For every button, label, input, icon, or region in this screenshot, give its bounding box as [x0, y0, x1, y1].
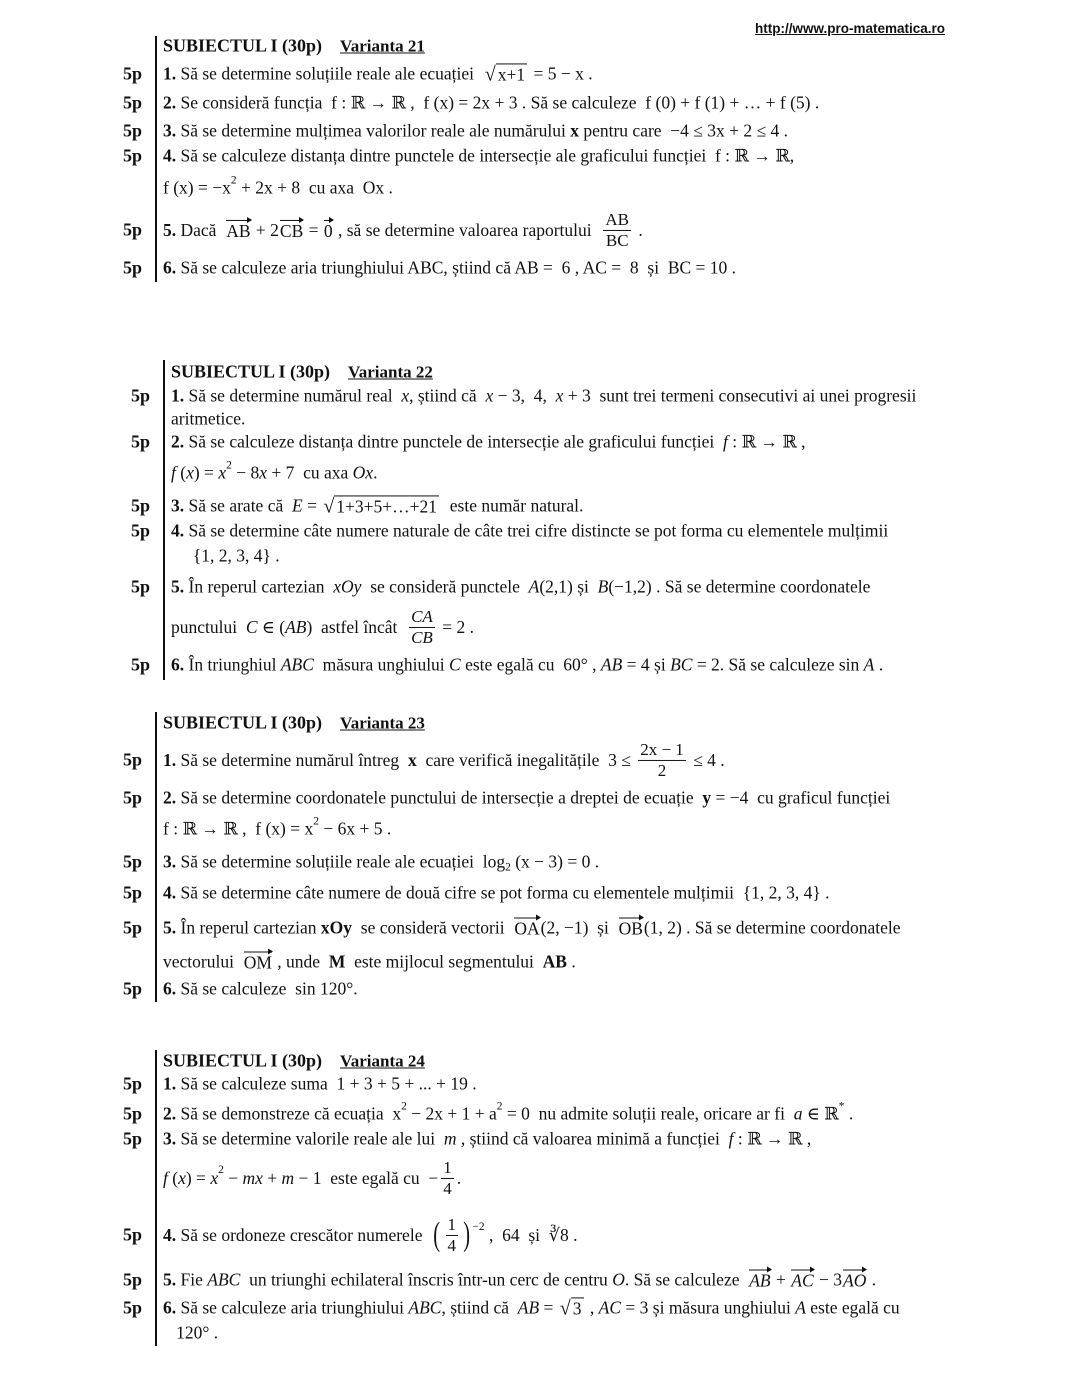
problem-line — [163, 63, 593, 84]
text: = 0 nu admite soluții reale, oricare ar fi — [502, 1103, 794, 1124]
points-label: 5p — [123, 749, 143, 770]
text: Să se calculeze aria triunghiului — [176, 1297, 409, 1318]
bold-text: x — [570, 120, 579, 141]
text: , știind că — [409, 385, 486, 406]
problem-line — [163, 1297, 900, 1318]
text: Să se determine coordonatele punctului de intersecție a dreptei de ecuație — [176, 787, 703, 808]
text: un triunghi echilateral înscris într-un cerc de centru — [240, 1269, 613, 1290]
bold-text: 5. — [163, 219, 177, 240]
math-variable: O — [612, 1269, 625, 1290]
bold-text: 6. — [163, 1297, 177, 1318]
problem-line — [171, 386, 916, 407]
math-variable: a — [793, 1103, 803, 1124]
math-variable: C — [245, 616, 258, 637]
bold-text: 6. — [171, 654, 185, 675]
vector: CB — [279, 220, 304, 241]
bold-text: x — [407, 749, 417, 770]
points-label: 5p — [131, 654, 151, 675]
math-variable: x — [178, 1167, 186, 1188]
points-label: 5p — [123, 92, 143, 113]
website-link[interactable]: http://www.pro-matematica.ro — [755, 21, 946, 36]
text: este egală cu 60° , — [460, 654, 601, 675]
problem-line — [163, 788, 890, 809]
numerator: 2x − 1 — [640, 739, 684, 759]
superscript: −2 — [472, 1221, 485, 1233]
math-variable: AC — [598, 1297, 622, 1318]
section-header — [163, 36, 425, 57]
bold-text: M — [328, 951, 346, 972]
text: , unde — [272, 951, 329, 972]
math-variable: x — [485, 385, 494, 406]
math-variable: ABC — [280, 654, 314, 675]
problem-line — [171, 459, 378, 484]
section-header — [163, 1051, 425, 1072]
denominator: 2 — [657, 760, 667, 780]
section-header — [171, 362, 433, 383]
points-label: 5p — [123, 63, 143, 84]
vector: AB — [749, 1270, 771, 1291]
fraction — [603, 210, 631, 250]
text: măsura unghiului — [313, 654, 450, 675]
math-variable: f — [722, 431, 728, 452]
text: Să se calculeze sin 120°. — [176, 978, 358, 999]
text: (x − 3) = 0 . — [510, 851, 600, 872]
math-variable: x — [210, 1167, 219, 1188]
text: − 8 — [231, 462, 260, 483]
math-variable: AB — [285, 616, 307, 637]
problem-line — [171, 577, 870, 598]
math-variable: f — [171, 462, 176, 483]
section-title: SUBIECTUL I (30p) — [171, 361, 331, 382]
bold-text: AB — [542, 951, 567, 972]
superscript: 2 — [230, 174, 237, 186]
numerator: CA — [411, 606, 433, 626]
math-variable: AB — [517, 1297, 540, 1318]
problem-line — [171, 546, 280, 567]
problem-line — [163, 1270, 876, 1291]
text: punctului — [171, 616, 246, 637]
bold-text: 6. — [163, 978, 177, 999]
text: Se consideră funcția f : ℝ → ℝ , f (x) = 2x + 3 . Să se calculeze f (0) + f (1) + … + f (5) . — [176, 92, 820, 113]
text: Să se calculeze aria triunghiului ABC, știind că AB = 6 , AC = 8 și BC = 10 . — [176, 257, 737, 278]
vertical-rule — [155, 36, 157, 282]
text: + 2x + 8 cu axa Ox . — [236, 177, 393, 198]
text: În reperul cartezian — [184, 576, 334, 597]
problem-line — [163, 1215, 577, 1255]
text: Să se demonstreze că ecuația x — [176, 1103, 402, 1124]
problem-line — [163, 740, 725, 780]
math-variable: x — [259, 462, 267, 483]
text: + — [262, 1167, 282, 1188]
problem-line — [163, 258, 736, 279]
text: {1, 2, 3, 4} . — [171, 545, 280, 566]
math-variable: f — [728, 1128, 734, 1149]
fraction — [446, 1215, 459, 1255]
text: Să se determine numărul întreg — [176, 749, 408, 770]
text: vectorului — [163, 951, 243, 972]
text: Să se ordoneze crescător numerele — [176, 1224, 432, 1245]
text: Să se calculeze distanța dintre punctele de intersecție ale graficului funcției f : ℝ → ℝ, — [176, 145, 795, 166]
bold-text: 3. — [163, 851, 177, 872]
text: + 7 cu axa — [267, 462, 353, 483]
text: + 3 sunt trei termeni consecutivi ai unei progresii — [563, 385, 917, 406]
square-root — [485, 63, 527, 84]
points-label: 5p — [123, 851, 143, 872]
math-variable: E — [291, 495, 303, 516]
problem-line — [163, 146, 794, 167]
variant-label: Varianta 21 — [340, 36, 425, 56]
math-variable: x — [186, 462, 194, 483]
bold-text: 5. — [163, 1269, 177, 1290]
superscript: 2 — [401, 1100, 407, 1112]
text: . — [456, 1167, 462, 1188]
text: ( — [175, 462, 187, 483]
section-header — [163, 713, 425, 734]
problem-line — [171, 521, 888, 542]
text: = 5 − x . — [529, 63, 593, 84]
problem-line — [163, 1158, 461, 1198]
bold-text: 4. — [171, 520, 185, 541]
points-label: 5p — [131, 520, 151, 541]
text: = 3 și măsura unghiului — [621, 1297, 796, 1318]
bold-text: 3. — [171, 495, 185, 516]
points-label: 5p — [131, 431, 151, 452]
problem-line — [163, 852, 599, 873]
text: = 2 . — [437, 616, 474, 637]
radicand: 1+3+5+…+21 — [336, 496, 438, 517]
vector: AB — [226, 220, 251, 241]
bold-text: xOy — [320, 917, 353, 938]
points-label: 5p — [123, 1297, 143, 1318]
denominator: 4 — [447, 1235, 457, 1255]
points-label: 5p — [123, 257, 143, 278]
problem-line — [171, 655, 883, 676]
text: : ℝ → ℝ , — [733, 1128, 812, 1149]
text: ≤ 4 . — [688, 749, 725, 770]
vector: OM — [243, 952, 272, 973]
text: − 3, 4, — [493, 385, 556, 406]
problem-line — [163, 979, 358, 1000]
text: se consideră vectorii — [352, 917, 514, 938]
section-title: SUBIECTUL I (30p) — [163, 712, 323, 733]
math-variable: m — [281, 1167, 295, 1188]
math-variable: C — [449, 654, 461, 675]
radical-sign-icon: √ — [323, 495, 335, 518]
numerator: 1 — [443, 1157, 452, 1177]
fraction — [409, 607, 435, 647]
text: Fie — [176, 1269, 208, 1290]
bold-text: 3. — [163, 1128, 177, 1149]
text: (2,1) și — [539, 576, 598, 597]
vertical-rule — [155, 712, 157, 1002]
bold-text: 1. — [163, 63, 177, 84]
points-label: 5p — [123, 145, 143, 166]
text: Să se determine valorile reale ale lui — [176, 1128, 444, 1149]
vertical-rule — [155, 1050, 157, 1346]
problem-line — [171, 432, 806, 453]
vector: OA — [514, 918, 540, 939]
math-variable: Ox — [352, 462, 374, 483]
denominator: BC — [605, 230, 629, 250]
points-label: 5p — [123, 1073, 143, 1094]
problem-line — [163, 883, 830, 904]
problem-line — [171, 495, 583, 516]
math-variable: xOy — [333, 576, 362, 597]
text: este egală cu — [805, 1297, 900, 1318]
radicand: x+1 — [497, 64, 526, 85]
text: + 2 — [251, 219, 279, 240]
points-label: 5p — [123, 1269, 143, 1290]
square-root — [323, 495, 439, 516]
text: − — [223, 1167, 243, 1188]
text: = — [539, 1297, 558, 1318]
radical-sign-icon: √ — [484, 63, 496, 86]
bold-text: 1. — [163, 749, 177, 770]
points-label: 5p — [123, 1103, 143, 1124]
text: Să se calculeze suma 1 + 3 + 5 + ... + 19 . — [176, 1073, 477, 1094]
text: Să se calculeze distanța dintre punctele de intersecție ale graficului funcției — [184, 431, 723, 452]
parenthesis: ) — [463, 1216, 471, 1253]
bold-text: y — [702, 787, 712, 808]
bold-text: 5. — [163, 917, 177, 938]
superscript: * — [838, 1100, 845, 1112]
text: , — [585, 1297, 599, 1318]
text: = −4 cu graficul funcției — [711, 787, 891, 808]
math-variable: x — [401, 385, 410, 406]
section-title: SUBIECTUL I (30p) — [163, 35, 323, 56]
text: 120° . — [163, 1322, 219, 1343]
variant-label: Varianta 24 — [340, 1051, 425, 1071]
math-variable: A — [795, 1297, 806, 1318]
text: . — [874, 654, 884, 675]
text: , 64 și ∛8 . — [484, 1224, 578, 1245]
text: Să se arate că — [184, 495, 292, 516]
text: . — [844, 1103, 854, 1124]
math-variable: A — [528, 576, 540, 597]
points-label: 5p — [123, 978, 143, 999]
text: (1, 2) . Să se determine coordonatele — [643, 917, 901, 938]
denominator: CB — [411, 627, 433, 647]
text: . — [566, 951, 576, 972]
problem-line — [163, 1074, 477, 1095]
text: . — [373, 462, 378, 483]
text: − 6x + 5 . — [319, 818, 392, 839]
text: , știind că valoarea minimă a funcției — [456, 1128, 729, 1149]
bold-text: 3. — [163, 120, 177, 141]
square-root — [560, 1297, 584, 1318]
text: . — [867, 1269, 877, 1290]
points-label: 5p — [131, 495, 151, 516]
variant-label: Varianta 23 — [340, 713, 425, 733]
problem-line — [163, 1129, 811, 1150]
text: Să se determine mulțimea valorilor reale ale numărului — [176, 120, 571, 141]
subscript: 2 — [505, 861, 511, 873]
text: În triunghiul — [184, 654, 281, 675]
vector: OB — [618, 918, 643, 939]
math-variable: x — [555, 385, 564, 406]
denominator: 4 — [443, 1178, 452, 1198]
numerator: 1 — [447, 1214, 457, 1234]
text: aritmetice. — [171, 408, 246, 429]
problem-line — [163, 174, 393, 199]
bold-text: 6. — [163, 257, 177, 278]
problem-line — [163, 93, 819, 114]
vertical-rule — [163, 360, 165, 680]
bold-text: 1. — [163, 1073, 177, 1094]
points-label: 5p — [123, 1128, 143, 1149]
text: (−1,2) . Să se determine coordonatele — [608, 576, 871, 597]
math-variable: mx — [242, 1167, 263, 1188]
text: este mijlocul segmentului — [345, 951, 543, 972]
variant-label: Varianta 22 — [348, 362, 433, 382]
bold-text: 2. — [163, 787, 177, 808]
math-variable: f — [163, 1167, 168, 1188]
bold-text: 4. — [163, 145, 177, 166]
vector: 0 — [323, 220, 333, 241]
points-label: 5p — [123, 120, 143, 141]
radicand: 3 — [572, 1298, 582, 1319]
numerator: AB — [605, 209, 630, 229]
text: : ℝ → ℝ , — [727, 431, 806, 452]
math-variable: x — [218, 462, 227, 483]
bold-text: 1. — [171, 385, 185, 406]
problem-line — [163, 210, 643, 250]
problem-line — [163, 952, 576, 973]
bold-text: 4. — [163, 882, 177, 903]
bold-text: 2. — [171, 431, 185, 452]
text: , știind că — [441, 1297, 518, 1318]
text: , să se determine valoarea raportului — [333, 219, 601, 240]
text: (2, −1) și — [540, 917, 618, 938]
bold-text: 2. — [163, 1103, 177, 1124]
text: ) = — [185, 1167, 211, 1188]
fraction — [638, 740, 686, 780]
math-variable: m — [443, 1128, 457, 1149]
text: se consideră punctele — [361, 576, 529, 597]
text: . Să se calculeze — [624, 1269, 749, 1290]
text: Să se determine soluțiile reale ale ecuației log — [176, 851, 506, 872]
text: = — [302, 495, 322, 516]
text: ) astfel încât — [306, 616, 407, 637]
superscript: 2 — [226, 459, 232, 471]
vector: AC — [791, 1270, 814, 1291]
text: f (x) = −x — [163, 177, 231, 198]
text: care verifică inegalitățile 3 ≤ — [416, 749, 636, 770]
points-label: 5p — [123, 917, 143, 938]
text: − 3 — [814, 1269, 842, 1290]
text: Să se determine câte numere de două cifre se pot forma cu elementele mulțimii {1, 2, 3, 4} . — [176, 882, 830, 903]
parenthesis: ( — [433, 1216, 441, 1253]
text: este număr natural. — [441, 495, 584, 516]
bold-text: 4. — [163, 1224, 177, 1245]
problem-line — [171, 409, 245, 430]
text: Dacă — [176, 219, 226, 240]
points-label: 5p — [123, 219, 143, 240]
radical-sign-icon: √ — [559, 1297, 571, 1320]
math-variable: B — [597, 576, 609, 597]
text: f : ℝ → ℝ , f (x) = x — [163, 818, 314, 839]
points-label: 5p — [131, 385, 151, 406]
points-label: 5p — [123, 787, 143, 808]
points-label: 5p — [123, 1224, 143, 1245]
text: = — [304, 219, 323, 240]
text: + — [771, 1269, 791, 1290]
text: Să se determine numărul real — [184, 385, 402, 406]
text: În reperul cartezian — [176, 917, 321, 938]
text: pentru care −4 ≤ 3x + 2 ≤ 4 . — [578, 120, 789, 141]
text: ) = — [193, 462, 219, 483]
problem-line — [163, 121, 788, 142]
text: Să se determine soluțiile reale ale ecuației — [176, 63, 483, 84]
problem-line — [171, 607, 474, 647]
bold-text: 2. — [163, 92, 177, 113]
math-variable: ABC — [408, 1297, 442, 1318]
text: = 2. Să se calculeze sin — [692, 654, 864, 675]
points-label: 5p — [131, 576, 151, 597]
superscript: 2 — [496, 1100, 503, 1112]
math-variable: A — [863, 654, 875, 675]
text: ∈ ℝ — [802, 1103, 839, 1124]
bold-text: 5. — [171, 576, 185, 597]
text: ∈ ( — [257, 616, 286, 637]
text: ( — [167, 1167, 179, 1188]
problem-line — [163, 1100, 854, 1125]
problem-line — [163, 918, 900, 939]
fraction — [441, 1158, 454, 1198]
text: − 2x + 1 + a — [406, 1103, 497, 1124]
text: − 1 este egală cu − — [294, 1167, 439, 1188]
problem-line — [163, 1323, 218, 1344]
text: = 4 și — [622, 654, 671, 675]
section-title: SUBIECTUL I (30p) — [163, 1050, 323, 1071]
problem-line — [163, 815, 392, 840]
text: Să se determine câte numere naturale de câte trei cifre distincte se pot forma cu elementele mulțimii — [184, 520, 889, 541]
superscript: 2 — [313, 815, 320, 827]
points-label: 5p — [123, 882, 143, 903]
math-variable: ABC — [207, 1269, 241, 1290]
superscript: 2 — [218, 1164, 224, 1176]
vector: AO — [843, 1270, 867, 1291]
math-variable: AB — [600, 654, 623, 675]
text: . — [634, 219, 643, 240]
math-variable: BC — [670, 654, 693, 675]
